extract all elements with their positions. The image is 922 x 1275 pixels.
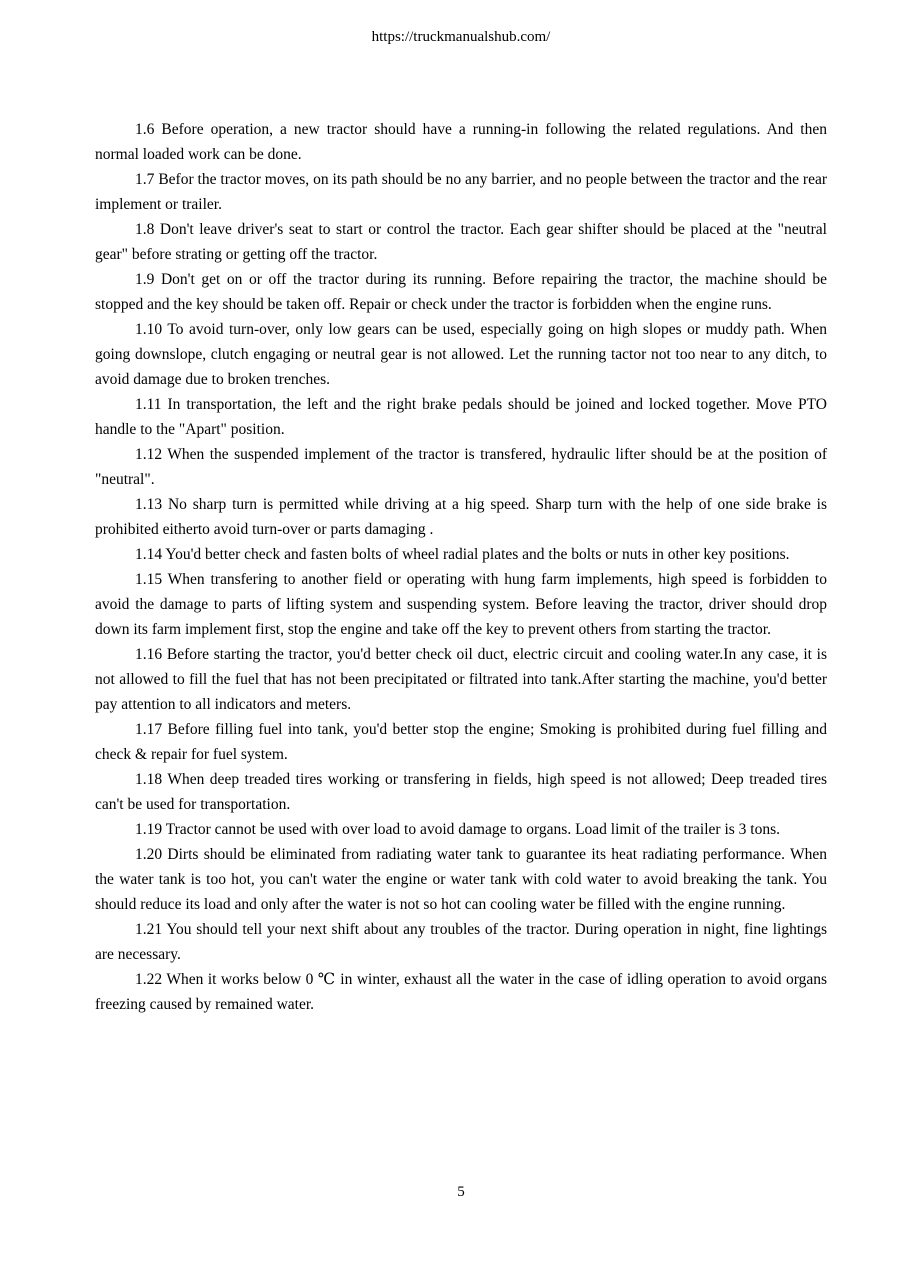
paragraph-1-17: 1.17 Before filling fuel into tank, you'd better stop the engine; Smoking is prohibited during fuel filling and check & repair for fuel system. [95, 721, 827, 763]
paragraph-1-19: 1.19 Tractor cannot be used with over load to avoid damage to organs. Load limit of the trailer is 3 tons. [135, 821, 780, 838]
paragraph-1-22: 1.22 When it works below 0 ℃ in winter, exhaust all the water in the case of idling operation to avoid organs freezing caused by remained water. [95, 971, 827, 1013]
paragraph-1-11: 1.11 In transportation, the left and the right brake pedals should be joined and locked together. Move PTO handle to the "Apart" position. [95, 396, 827, 438]
paragraph-1-21: 1.21 You should tell your next shift about any troubles of the tractor. During operation in night, fine lightings are necessary. [95, 921, 827, 963]
header-url: https://truckmanualshub.com/ [371, 29, 551, 45]
page-number: 5 [457, 1184, 465, 1200]
document-body [95, 117, 827, 1017]
paragraph-1-8: 1.8 Don't leave driver's seat to start or control the tractor. Each gear shifter should be placed at the "neutral gear" before strating or getting off the tractor. [95, 221, 827, 263]
paragraph-1-10: 1.10 To avoid turn-over, only low gears can be used, especially going on high slopes or muddy path. When going downslope, clutch engaging or neutral gear is not allowed. Let the running tactor not too near to any ditch, to avoid damage due to broken trenches. [95, 321, 827, 388]
paragraph-1-13: 1.13 No sharp turn is permitted while driving at a hig speed. Sharp turn with the help of one side brake is prohibited eitherto avoid turn-over or parts damaging . [95, 496, 827, 538]
paragraph-1-15: 1.15 When transfering to another field or operating with hung farm implements, high speed is forbidden to avoid the damage to parts of lifting system and suspending system. Before leaving the tractor, driver should drop down its farm implement first, stop the engine and take off the key to prevent others from starting the tractor. [95, 571, 827, 638]
paragraph-1-18: 1.18 When deep treaded tires working or transfering in fields, high speed is not allowed; Deep treaded tires can't be used for transportation. [95, 771, 827, 813]
paragraph-1-12: 1.12 When the suspended implement of the tractor is transfered, hydraulic lifter should be at the position of "neutral". [95, 446, 827, 488]
paragraph-1-14: 1.14 You'd better check and fasten bolts of wheel radial plates and the bolts or nuts in other key positions. [135, 546, 790, 563]
paragraph-1-20: 1.20 Dirts should be eliminated from radiating water tank to guarantee its heat radiating performance. When the water tank is too hot, you can't water the engine or water tank with cold water to avoid breaking the tank. You should reduce its load and only after the water is not so hot can cooling water be filled with the engine running. [95, 846, 827, 913]
paragraph-1-7: 1.7 Befor the tractor moves, on its path should be no any barrier, and no people between the tractor and the rear implement or trailer. [95, 171, 827, 213]
paragraph-1-16: 1.16 Before starting the tractor, you'd better check oil duct, electric circuit and cooling water.In any case, it is not allowed to fill the fuel that has not been precipitated or filtrated into tank.After starting the machine, you'd better pay attention to all indicators and meters. [95, 646, 827, 713]
paragraph-1-6: 1.6 Before operation, a new tractor should have a running-in following the related regulations. And then normal loaded work can be done. [95, 121, 827, 163]
paragraph-1-9: 1.9 Don't get on or off the tractor during its running. Before repairing the tractor, the machine should be stopped and the key should be taken off. Repair or check under the tractor is forbidden when the engine runs. [95, 271, 827, 313]
